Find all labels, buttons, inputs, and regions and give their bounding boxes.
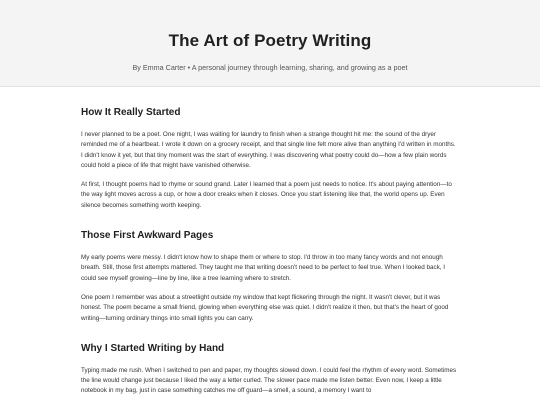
section-heading: Why I Started Writing by Hand bbox=[81, 342, 225, 354]
article-body bbox=[0, 87, 540, 405]
page-title: The Art of Poetry Writing bbox=[168, 31, 372, 50]
paragraph: My early poems were messy. I didn't know how to shape them or where to stop. I'd throw in too many fancy words and not enough breath. Still, those first attempts mattered. They taught me that writing doesn't need to be perfect to feel true. When I looked back, I could see myself growing—line by line, like a tree learning where to stretch. bbox=[81, 254, 446, 282]
section-first-awkward-pages bbox=[81, 230, 459, 324]
section-heading: Those First Awkward Pages bbox=[81, 230, 214, 242]
section-heading: How It Really Started bbox=[81, 107, 181, 118]
page-header bbox=[0, 0, 540, 87]
byline: By Emma Carter • A personal journey through learning, sharing, and growing as a poet bbox=[132, 63, 408, 72]
section-writing-by-hand bbox=[81, 343, 459, 397]
paragraph: I never planned to be a poet. One night, I was waiting for laundry to finish when a strange thought hit me: the sound of the dryer reminded me of a heartbeat. I wrote it down on a grocery receipt, and that single line felt more alive than anything I'd written in months. I didn't know it yet, but that tiny moment was the start of everything. I was discovering what poetry could do—how a few plain words could hold a piece of life that might have vanished otherwise. bbox=[81, 131, 456, 169]
paragraph: One poem I remember was about a streetlight outside my window that kept flickering through the night. It wasn't clever, but it was honest. The poem became a small friend, glowing when everything else was quiet. I didn't realize it then, but that's the heart of good writing—turning ordinary things into small lights you can carry. bbox=[81, 293, 449, 322]
paragraph: At first, I thought poems had to rhyme or sound grand. Later I learned that a poem just needs to notice. It's about paying attention—to the way light moves across a cup, or how a door creaks when it closes. Once you start listening like that, the world opens up. Even silence becomes something worth keeping. bbox=[81, 181, 452, 209]
section-how-it-started bbox=[81, 107, 459, 211]
paragraph: Typing made me rush. When I switched to pen and paper, my thoughts slowed down. I could feel the rhythm of every word. Sometimes the line would change just because I liked the way a letter curled. The slower pace made me listen better. Even now, I keep a little notebook in my bag, just in case something catches me off guard—a smell, a sound, a memory I want to bbox=[81, 366, 457, 395]
